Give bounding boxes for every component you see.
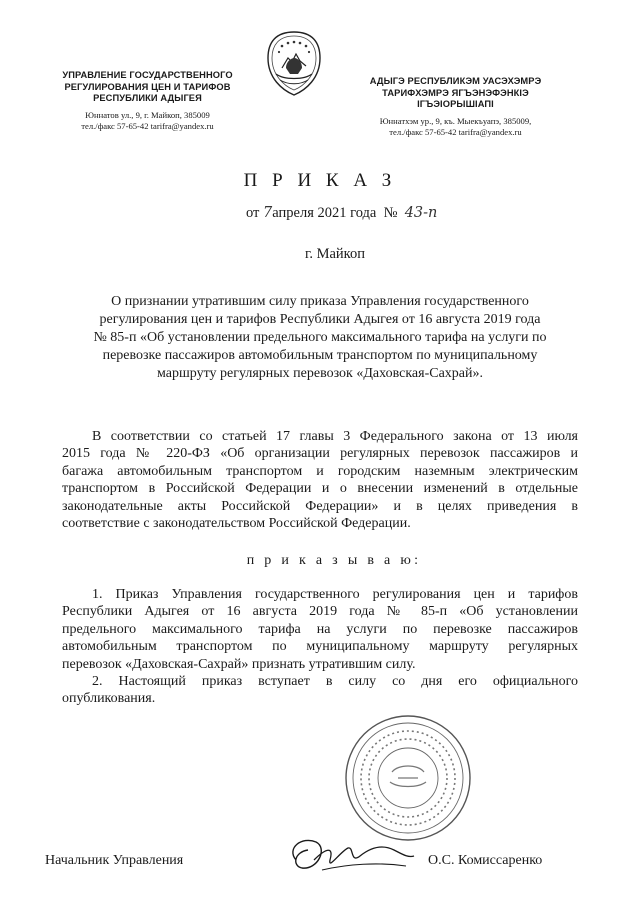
order-items — [62, 586, 578, 708]
document-subject — [60, 293, 580, 383]
item-1-line: автомобильным транспортом по муниципальному маршруту регулярных — [62, 639, 578, 655]
date-prefix: от — [246, 205, 264, 221]
subject-line: О признании утратившим силу приказа Управления государственного — [111, 294, 529, 309]
org-address-adyghe — [348, 116, 563, 138]
paragraph-line: соответствие с законодательством Российской Федерации. — [62, 516, 411, 532]
item-2-line: 2. Настоящий приказ вступает в силу со дня его официального — [92, 674, 578, 690]
header-left-organization — [40, 70, 255, 132]
item-1-line: перевозок «Даховская-Сахрай» признать утратившим силу. — [62, 656, 416, 672]
date-month-year: апреля 2021 года — [272, 205, 377, 221]
number-label: № — [383, 205, 398, 221]
date-line — [246, 205, 437, 222]
org-name-russian — [40, 70, 255, 105]
item-1-line: Республики Адыгея от 16 августа 2019 года № 85-п «Об установлении — [62, 604, 578, 620]
document-title: П Р И К А З — [243, 170, 397, 191]
paragraph-line: В соответствии со статьей 17 главы 3 Федерального закона от 13 июля — [92, 429, 578, 444]
contact-line: тел./факс 57-65-42 tarifra@yandex.ru — [81, 120, 214, 131]
org-name-adyghe — [348, 76, 563, 111]
paragraph-line: багажа автомобильным транспортом и городским наземным электрическим — [62, 463, 578, 479]
coat-of-arms-icon — [262, 28, 326, 98]
contact-line: тел./факс 57-65-42 tarifra@yandex.ru — [389, 126, 522, 137]
order-word: п р и к а з ы в а ю: — [246, 553, 422, 568]
org-line: РЕГУЛИРОВАНИЯ ЦЕН И ТАРИФОВ — [64, 81, 231, 92]
org-line: АДЫГЭ РЕСПУБЛИКЭМ УАСЭХЭМРЭ — [369, 76, 542, 86]
org-line: ТАРИФХЭМРЭ ЯГЪЭНЭФЭНКIЭ — [382, 87, 529, 98]
address-line: Юннатхэм ур., 9, къ. Мыекъуапэ, 385009, — [379, 115, 532, 126]
org-line: УПРАВЛЕНИЕ ГОСУДАРСТВЕННОГО — [62, 70, 233, 80]
org-line: РЕСПУБЛИКИ АДЫГЕЯ — [93, 93, 202, 103]
handwritten-signature-icon — [278, 830, 418, 882]
signatory-position: Начальник Управления — [45, 853, 184, 868]
item-1-line: предельного максимального тарифа на услуги по перевозке пассажиров — [62, 621, 578, 637]
paragraph-line: законодательные акты Российской Федерации» и в целях приведения в — [62, 498, 578, 514]
subject-line: перевозке пассажиров автомобильным транспортом по муниципальному — [102, 348, 538, 363]
item-1-line: 1. Приказ Управления государственного регулирования цен и тарифов — [92, 587, 578, 602]
item-2-line: опубликования. — [62, 691, 156, 707]
date-day-handwritten: 7 — [263, 205, 273, 221]
signatory-name: О.С. Комиссаренко — [428, 853, 543, 868]
org-line: IГЪЭIОРЫШIАПI — [417, 99, 494, 109]
paragraph-line: 2015 года № 220-ФЗ «Об организации регулярных перевозок пассажиров и — [62, 446, 578, 462]
preamble-paragraph — [62, 428, 578, 532]
header-right-organization — [348, 76, 563, 138]
org-address-russian — [40, 110, 255, 132]
subject-line: № 85-п «Об установлении предельного максимального тарифа на услуги по — [93, 330, 547, 345]
paragraph-line: транспортом в Российской Федерации и о внесении изменений в отдельные — [62, 481, 578, 497]
city: г. Майкоп — [305, 246, 365, 262]
subject-line: маршруту регулярных перевозок «Даховская-Сахрай». — [157, 366, 483, 381]
order-number-handwritten: 43-п — [404, 205, 438, 221]
subject-line: регулирования цен и тарифов Республики Адыгея от 16 августа 2019 года — [99, 312, 541, 327]
address-line: Юннатов ул., 9, г. Майкоп, 385009 — [85, 109, 210, 120]
round-seal-stamp-icon — [342, 712, 474, 844]
